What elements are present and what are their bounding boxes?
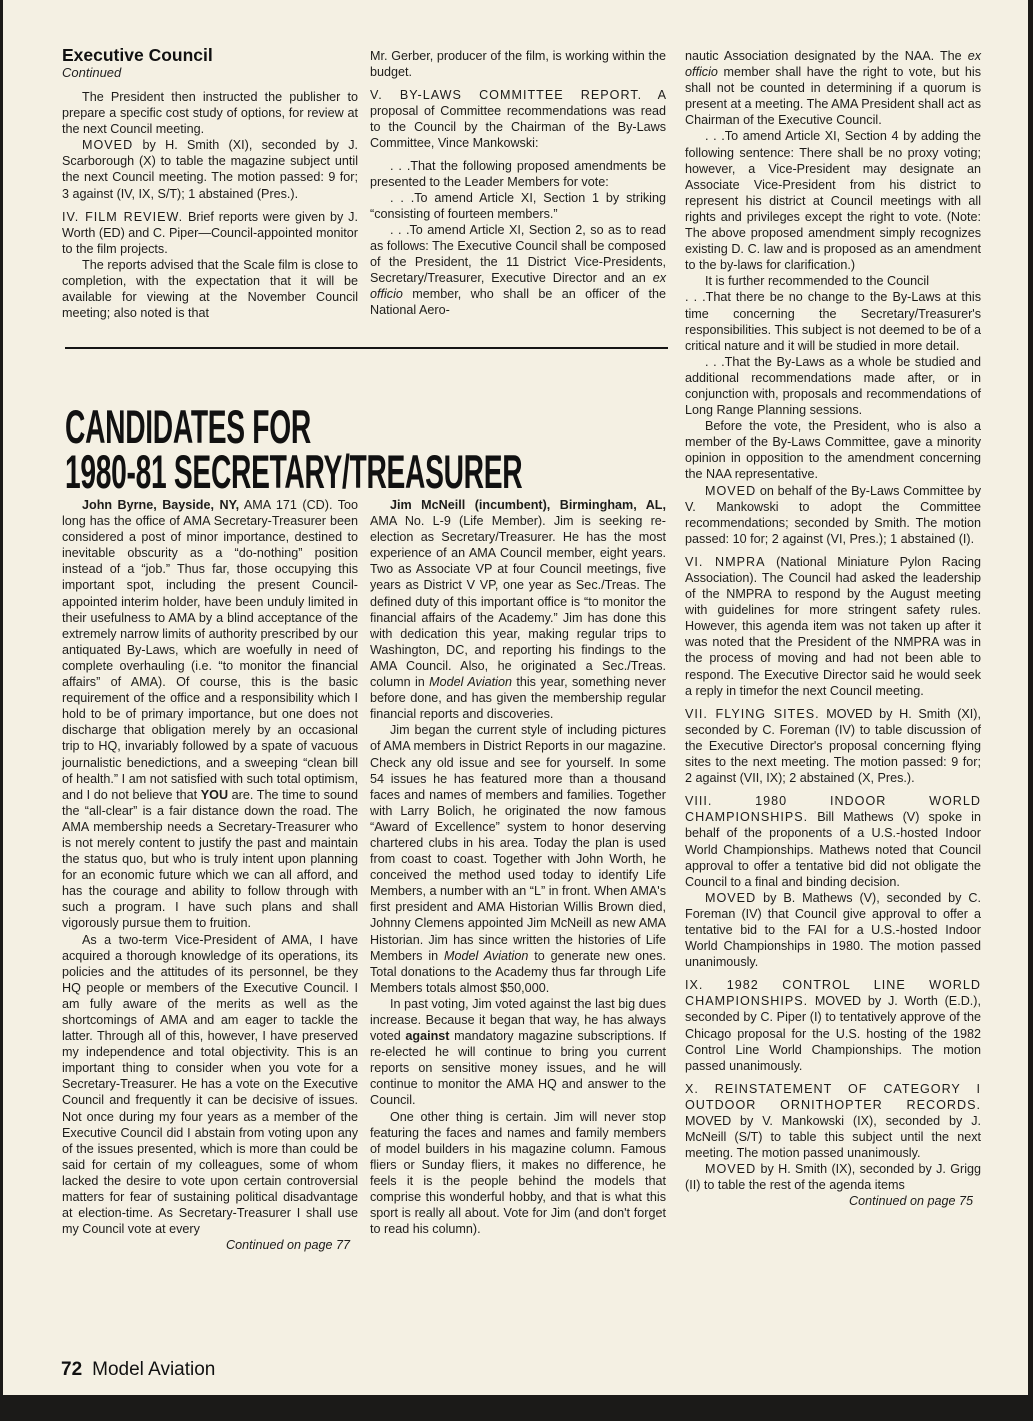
text-run: The reports advised that the Scale film is close to completion, with the expectation that it will be available for viewing at the November Council meeting; also noted is that bbox=[62, 257, 358, 321]
paragraph bbox=[685, 289, 981, 353]
paragraph bbox=[370, 222, 666, 319]
text-run: Bill Mathews (V) spoke in behalf of the proponents of a U.S.-hosted Indoor World Championships. Mathews noted that Council approval to offer a tentative bid did not obligate the Council to a final and binding decision. bbox=[685, 810, 981, 889]
paragraph bbox=[62, 137, 358, 201]
minutes-column-2 bbox=[370, 48, 666, 319]
agenda-item-label: IX. 1982 CONTROL LINE WORLD CHAMPIONSHIPS. bbox=[685, 978, 981, 1009]
text-run: (National Miniature Pylon Racing Association). The Council had asked the leadership of the NMPRA to respond by the August meeting with guidelines for more stringent safety rules. However, this agenda item was not taken up after it was noted that the President of the NMPRA was in the process of moving and had not been able to respond. The Executive Director said he would seek a reply in timefor the next Council meeting. bbox=[685, 554, 981, 698]
text-run: It is further recommended to the Council bbox=[705, 274, 929, 289]
minutes-column-1 bbox=[62, 45, 358, 321]
paragraph bbox=[685, 1081, 981, 1161]
text-run: AMA No. L-9 (Life Member). Jim is seeking re-election as Secretary/Treasurer. He has the most experience of an AMA Council member, eight years. Two as Associate VP at four Council meetings, five years as District V VP, one year as Sec./Treas. The defined duty of this important office is “to monitor the financial affairs of the Academy.” Jim has done this with dedication this year, making regular trips to Washington, DC, and reporting his findings to the AMA Council. Also, he originated a Sec./Treas. column in bbox=[370, 514, 666, 690]
paragraph bbox=[370, 722, 666, 996]
page-number: 72 bbox=[61, 1359, 83, 1380]
minutes-text-col3 bbox=[685, 48, 981, 1193]
text-run: The President then instructed the publisher to prepare a specific cost study of options, for review at the next Council meeting. bbox=[62, 90, 358, 137]
italic-text: Model Aviation bbox=[444, 948, 529, 963]
text-run: Before the vote, the President, who is also a member of the By-Laws Committee, gave a minority opinion in opposition to the amendment concerning the NAA representative. bbox=[685, 419, 981, 482]
text-run: AMA 171 (CD). Too long has the office of AMA Secretary-Treasurer been considered a post of minor importance, destined to inevitable obscurity as a “do-nothing” position instead of a “job.” Thus far, those occupying this important spot, including the present Council-appointed interim holder, have been unduly limited in their usefulness to AMA by a blind acceptance of the extremely narrow limits of authority prescribed by our antiquated By-Laws, which are woefully in need of complete overhauling (i.e. “to monitor the financial affairs” of AMA). Of course, this is the basic requirement of the office and a responsibility which I hold to be of primary importance, but one does not discharge that obligation merely by an occasional trip to HQ, invariably followed by a spate of vacuous journalistic benedictions, and a sweeping “clean bill of health.” I am not satisfied with such total optimism, and I do not believe that bbox=[62, 498, 358, 802]
text-run: A proposal of Committee recommendations was read to the Council by the Chairman of the By-Laws Committee, Vince Mankowski: bbox=[370, 88, 666, 151]
agenda-item-label: X. REINSTATEMENT OF CATEGORY I OUTDOOR ORNITHOPTER RECORDS. bbox=[685, 1081, 981, 1112]
minutes-column-3 bbox=[685, 48, 981, 1210]
bold-text: against bbox=[405, 1029, 450, 1044]
candidate-mcneill-column bbox=[370, 497, 666, 1237]
text-run: by H. Smith (XI), seconded by J. Scarborough (X) to table the magazine subject until the next Council meeting. The motion passed: 9 for; 3 against (IV, IX, S/T); 1 abstained (Pres.). bbox=[62, 138, 358, 201]
text-run: to generate new ones. Total donations to the Academy thus far through Life Members totals almost $50,000. bbox=[370, 948, 666, 995]
paragraph bbox=[685, 273, 981, 289]
text-run: As a two-term Vice-President of AMA, I have acquired a thorough knowledge of its operations, its policies and the attitudes of its personnel, be they HQ people or members of the Executive Council. I am fully aware of the merits as well as the shortcomings of AMA and am eager to tackle the latter. Through all of this, however, I have preserved my independence and total objectivity. This is an important thing to consider when you vote for a Secretary-Treasurer. He has a vote on the Executive Council and frequently it can be decisive of issues. Not once during my four years as a member of the Executive Council did I abstain from voting upon any of the issues presented, which is more than could be said for certain of my colleagues, some of whom lacked the desire to vote upon certain controversial matters for fear of sustaining political disadvantage at election-time. As Secretary-Treasurer I shall use my Council vote at every bbox=[62, 932, 358, 1237]
candidate-byrne-column bbox=[62, 497, 358, 1253]
paragraph bbox=[685, 554, 981, 699]
text-run: In past voting, Jim voted against the last big dues increase. Because it began that way, he has always voted bbox=[370, 996, 666, 1044]
paragraph bbox=[685, 483, 981, 547]
text-run: Mr. Gerber, producer of the film, is working within the budget. bbox=[370, 49, 666, 80]
text-run: nautic Association designated by the NAA. The bbox=[685, 49, 968, 63]
text-run: Brief reports were given by J. Worth (ED) and C. Piper—Council-appointed monitor to the film projects. bbox=[62, 209, 358, 256]
text-run: are. The time to sound the “all-clear” is a fair distance down the road. The AMA membership needs a Secretary-Treasurer who is not merely content to justify the past and maintain the status quo, but who is truly intent upon planning for an economic future which we can all afford, and has the courage and ability to follow through with such a program. I have such plans and shall vigorously pursue them to fruition. bbox=[62, 787, 358, 931]
text-run: . . .To amend Article XI, Section 1 by striking “consisting of fourteen members.” bbox=[370, 190, 666, 221]
paragraph bbox=[62, 257, 358, 321]
page-footer bbox=[61, 1359, 215, 1381]
text-run: One other thing is certain. Jim will never stop featuring the faces and names and family members of model builders in his magazine column. Famous fliers or Sunday fliers, it makes no difference, he feels it is the people behind the models that comprise this wonderful hobby, and that is what this sport is really all about. Vote for Jim (and don't forget to read his column). bbox=[370, 1109, 666, 1237]
paragraph bbox=[370, 190, 666, 222]
text-run: on behalf of the By-Laws Committee by V. Mankowski to adopt the Committee recommendations; seconded by Smith. The motion passed: 10 for; 2 against (VI, Pres.); 1 abstained (I). bbox=[685, 483, 981, 546]
text-run: member, who shall be an officer of the National Aero- bbox=[370, 287, 666, 318]
text-run: . . .That the By-Laws as a whole be studied and additional recommendations made after, or in conjunction with, proposals and recommendations of Long Range Planning sessions. bbox=[685, 354, 981, 418]
text-run: MOVED by V. Mankowski (IX), seconded by J. McNeill (S/T) to table this subject until the next meeting. The motion passed unanimously. bbox=[685, 1114, 981, 1161]
text-run: . . .To amend Article XI, Section 4 by adding the following sentence: There shall be no proxy voting; however, a Vice-President may designate an Associate Vice-President from his district to represent his district at Council meetings with all rights and privileges except the right to vote. (Note: The above proposed amendment simply recognizes existing D. C. law and is proposed as an amendment to the by-laws for clarification.) bbox=[685, 129, 981, 273]
text-run: this year, something never before done, and has given the membership regular financial reports and discoveries. bbox=[370, 675, 666, 722]
agenda-item-label: VII. FLYING SITES. bbox=[685, 706, 820, 721]
agenda-item-label: MOVED bbox=[705, 483, 757, 498]
paragraph bbox=[370, 87, 666, 151]
paragraph bbox=[685, 1161, 981, 1193]
text-run: by H. Smith (IX), seconded by J. Grigg (II) to table the rest of the agenda items bbox=[685, 1162, 981, 1193]
text-run: by B. Mathews (V), seconded by C. Foreman (IV) that Council give approval to offer a tentative bid to the FAI for a U.S.-hosted Indoor World Championships in 1980. The motion passed unanimously. bbox=[685, 890, 981, 970]
text-run: . . .That the following proposed amendments be presented to the Leader Members for vote: bbox=[370, 158, 666, 189]
paragraph bbox=[370, 48, 666, 80]
section-subtitle: Continued bbox=[62, 65, 122, 80]
paragraph bbox=[685, 977, 981, 1074]
bold-text: John Byrne, Bayside, NY, bbox=[82, 498, 240, 512]
text-run: mandatory magazine subscriptions. If re-elected he will continue to bring you current reports on sensitive money issues, and he will continue to monitor the AMA HQ and answer to the Council. bbox=[370, 1029, 666, 1108]
italic-text: ex officio bbox=[370, 271, 666, 302]
text-run: . . .To amend Article XI, Section 2, so as to read as follows: The Executive Council shall be composed of the President, the 11 District Vice-Presidents, Secretary/Treasurer, Executive Director and an bbox=[370, 222, 666, 286]
magazine-name: Model Aviation bbox=[92, 1359, 216, 1380]
divider-rule bbox=[65, 347, 668, 349]
bold-text: Jim McNeill (incumbent), Birmingham, AL, bbox=[390, 498, 666, 512]
paragraph bbox=[370, 497, 666, 722]
agenda-item-label: V. BY-LAWS COMMITTEE REPORT. bbox=[370, 88, 643, 103]
text-run: MOVED by J. Worth (E.D.), seconded by C. Piper (I) to tentatively approve of the Chicago proposal for the U.S. hosting of the 1982 Control Line World Championships. The motion passed unanimously. bbox=[685, 994, 981, 1073]
paragraph bbox=[370, 158, 666, 190]
agenda-item-label: VIII. 1980 INDOOR WORLD CHAMPIONSHIPS. bbox=[685, 794, 981, 825]
candidate-mcneill-text bbox=[370, 497, 666, 1237]
paragraph bbox=[685, 890, 981, 970]
headline-line-2: 1980-81 SECRETARY/TREASURER bbox=[65, 445, 523, 498]
continued-note: Continued on page 75 bbox=[849, 1194, 973, 1209]
agenda-item-label: IV. FILM REVIEW. bbox=[62, 209, 184, 224]
paragraph bbox=[685, 418, 981, 482]
italic-text: ex officio bbox=[685, 49, 981, 80]
paragraph bbox=[685, 706, 981, 786]
paragraph bbox=[370, 996, 666, 1109]
magazine-page bbox=[3, 0, 1028, 1395]
paragraph bbox=[62, 209, 358, 257]
text-run: Jim began the current style of including pictures of AMA members in District Reports in our magazine. Check any old issue and see for yourself. In some 54 issues he has featured more than a thousand faces and names of members and families. Together with Larry Bolich, he originated the now famous “Award of Excellence” system to honor deserving chartered clubs in his area. Today the plan is used from coast to coast. Together with John Worth, he conceived the method used today to identify Life Members, a number with an “L” in front. When AMA's first president and AMA Historian Willis Brown died, Johnny Clemens appointed Jim McNeill as new AMA Historian. Jim has since written the histories of Life Members in bbox=[370, 723, 666, 963]
agenda-item-label: MOVED bbox=[705, 890, 757, 905]
paragraph bbox=[685, 354, 981, 418]
agenda-item-label: MOVED bbox=[82, 138, 134, 153]
headline-line-1: CANDIDATES FOR bbox=[65, 400, 311, 453]
paragraph bbox=[62, 497, 358, 932]
paragraph bbox=[685, 128, 981, 273]
italic-text: Model Aviation bbox=[429, 675, 512, 690]
candidate-byrne-text bbox=[62, 497, 358, 1237]
text-run: MOVED by H. Smith (XI), seconded by C. Foreman (IV) to table discussion of the Executive Director's proposal concerning flying sites to the next meeting. The motion passed: 9 for; 2 against (VII, IX); 2 abstained (X, Pres.). bbox=[685, 706, 981, 786]
agenda-item-label: VI. NMPRA bbox=[685, 554, 766, 569]
text-run: member shall have the right to vote, but his shall not be counted in determining if a quorum is present at a meeting. The AMA President shall act as Chairman of the Executive Council. bbox=[685, 65, 981, 128]
article-headline bbox=[65, 400, 523, 498]
section-title: Executive Council bbox=[62, 45, 213, 65]
bold-text: YOU bbox=[200, 787, 229, 802]
paragraph bbox=[685, 48, 981, 128]
paragraph bbox=[685, 793, 981, 890]
paragraph bbox=[370, 1109, 666, 1238]
minutes-text-col1 bbox=[62, 89, 358, 321]
continued-note: Continued on page 77 bbox=[226, 1238, 350, 1253]
text-run: . . .That there be no change to the By-Laws at this time concerning the Secretary/Treasurer's responsibilities. This subject is not deemed to be of a critical nature and it will be studied in more detail. bbox=[685, 290, 981, 353]
agenda-item-label: MOVED bbox=[705, 1162, 757, 1177]
minutes-text-col2 bbox=[370, 48, 666, 319]
paragraph bbox=[62, 932, 358, 1238]
paragraph bbox=[62, 89, 358, 137]
